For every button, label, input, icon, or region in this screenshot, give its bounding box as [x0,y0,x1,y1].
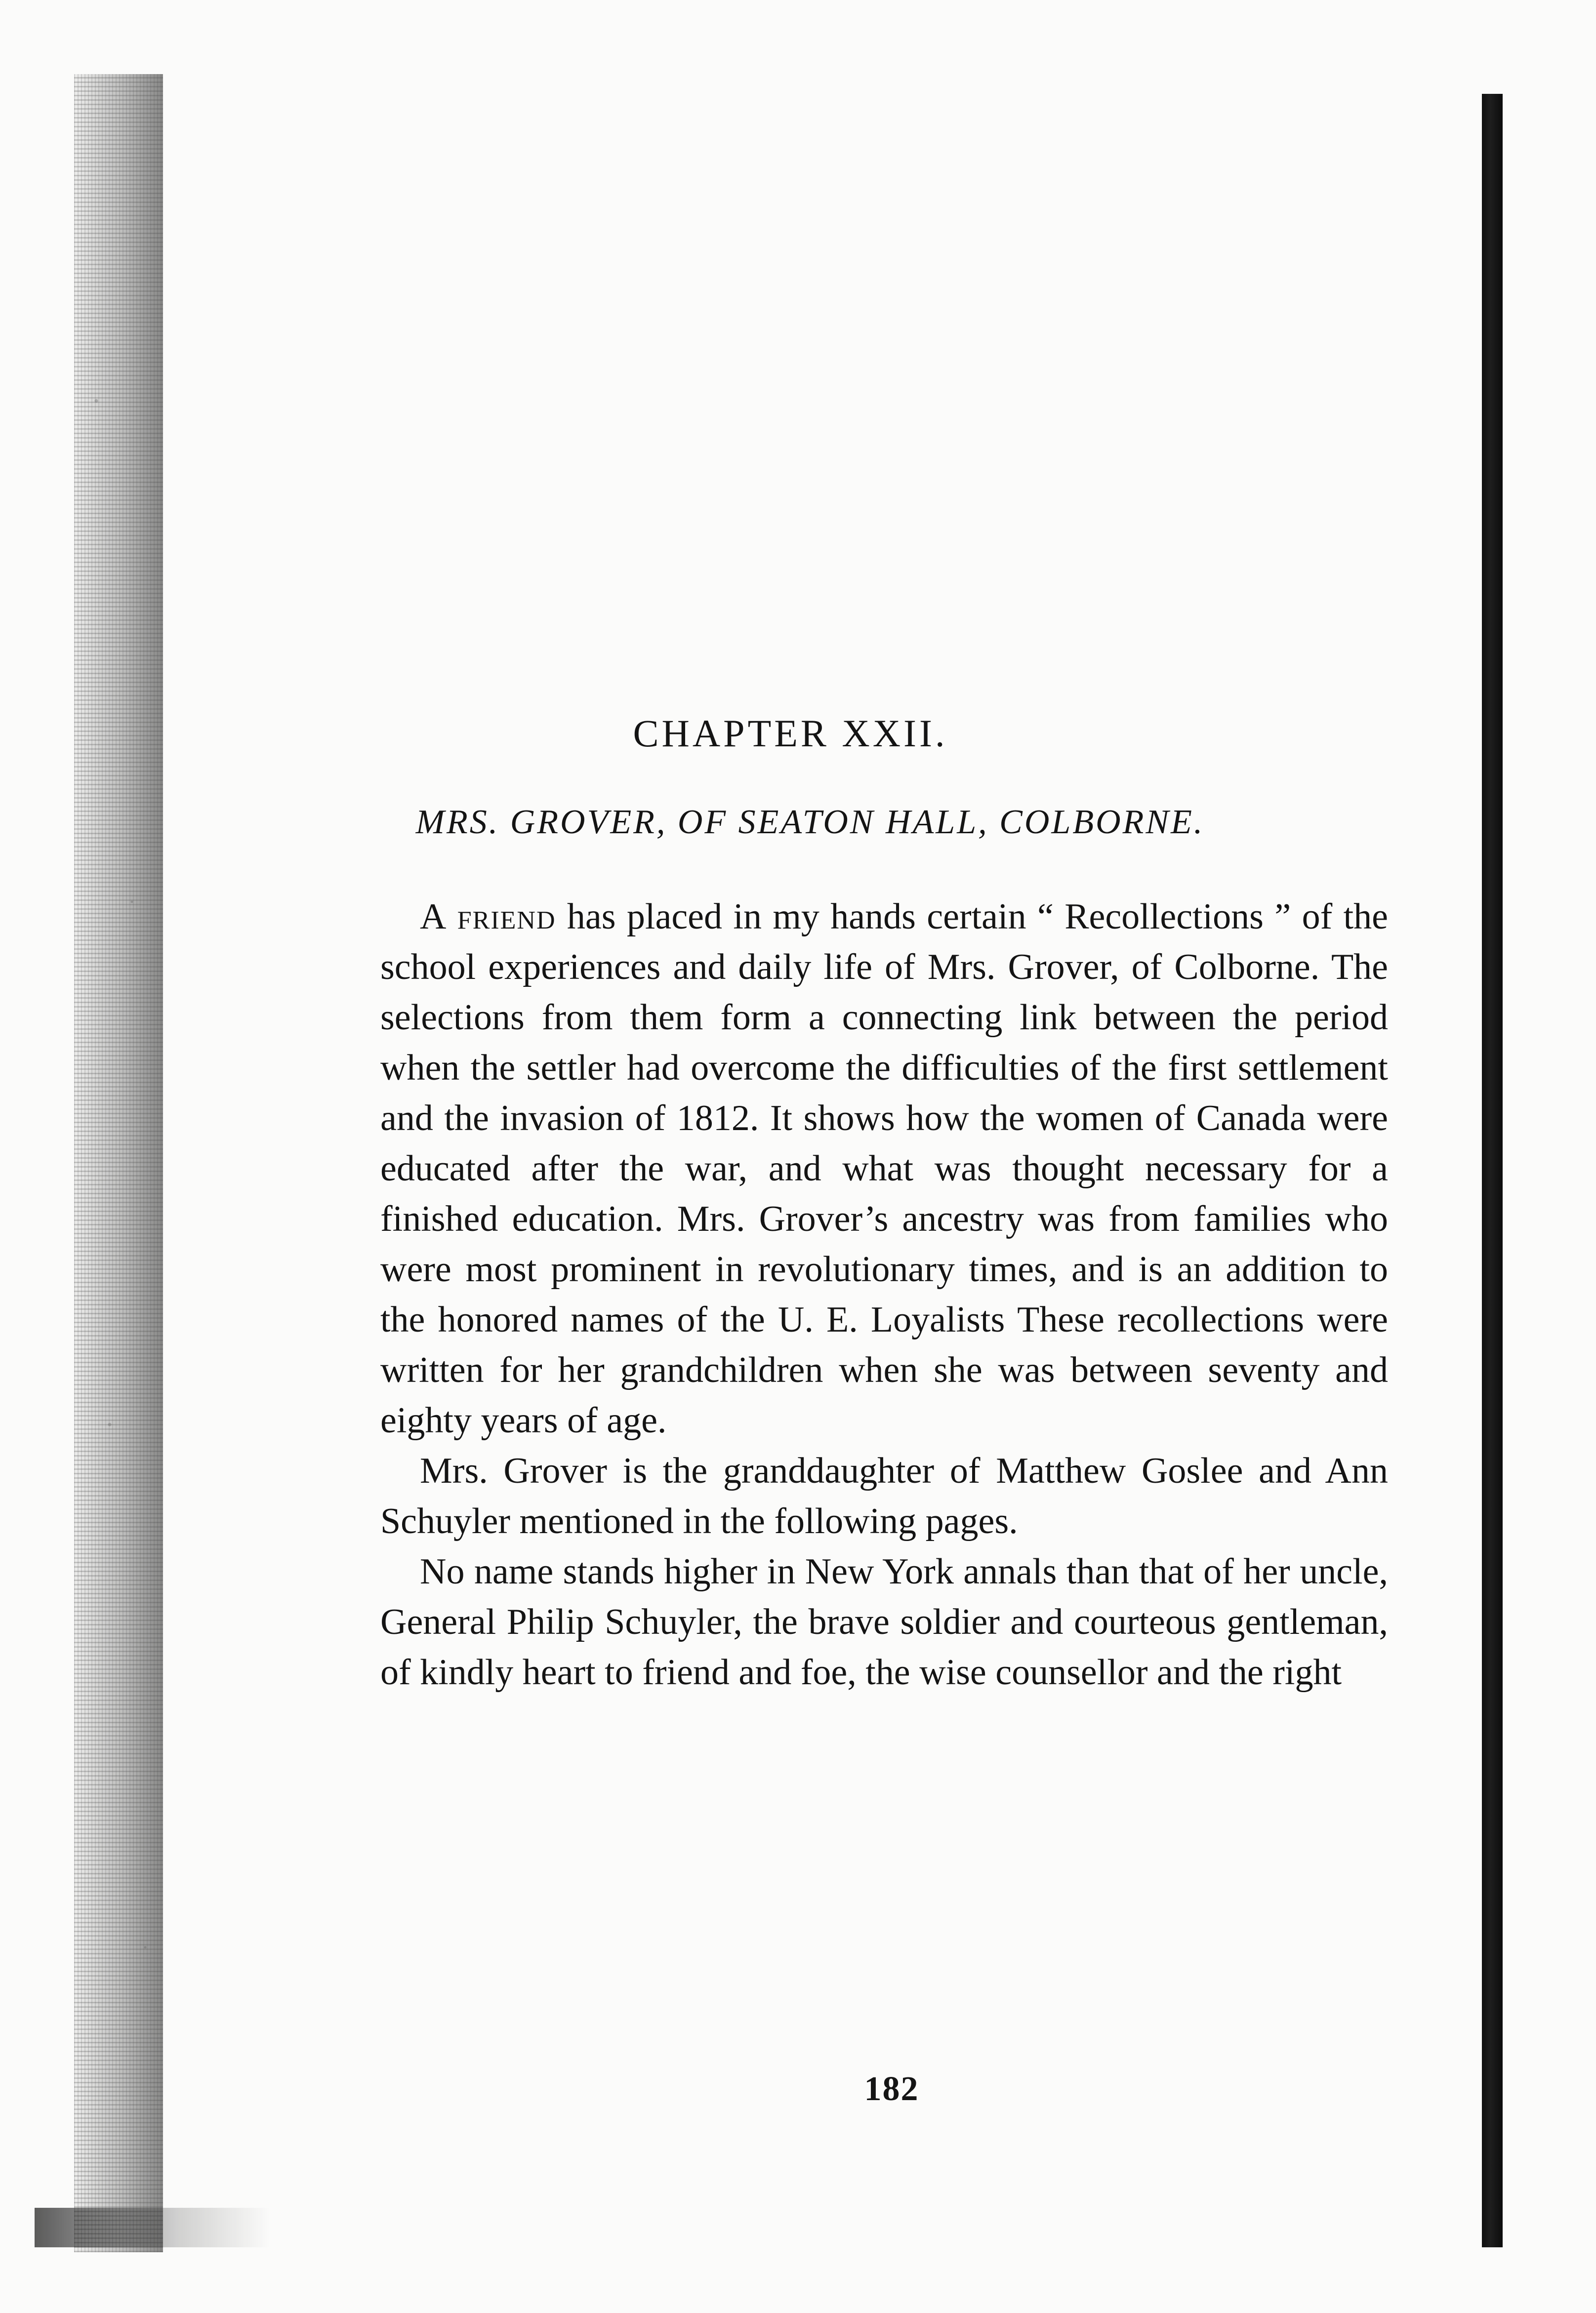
chapter-subheading: MRS. GROVER, OF SEATON HALL, COLBORNE. [415,803,1205,841]
paragraph-2 [380,1446,1388,1546]
page-number: 182 [864,2070,919,2108]
paragraph-1-lead: A friend [420,896,556,937]
chapter-heading: CHAPTER XXII. [633,712,948,755]
paragraph-3-text: No name stands higher in New York annals than that of her uncle, General Philip Schuyler, the brave soldier and courteous gentleman, of kindly heart to friend and foe, the wise counsellor and the right [380,1551,1388,1693]
paragraph-1-text: has placed in my hands certain “ Recollections ” of the school experiences and daily life of Mrs. Grover, of Colborne. The selections from them form a connecting link between the period when the settler had overcome the difficulties of the first settlement and the invasion of 1812. It shows how the women of Canada were educated after the war, and what was thought necessary for a finished education. Mrs. Grover’s ancestry was from families who were most prominent in revolutionary times, and is an addition to the honored names of the U. E. Loyalists These recollections were written for her grandchildren when she was between seventy and eighty years of age. [380,896,1388,1441]
body-text [380,892,1388,1698]
paragraph-3 [380,1546,1388,1698]
paragraph-2-text: Mrs. Grover is the granddaughter of Matthew Goslee and Ann Schuyler mentioned in the following pages. [380,1451,1388,1542]
paragraph-1 [380,892,1388,1446]
